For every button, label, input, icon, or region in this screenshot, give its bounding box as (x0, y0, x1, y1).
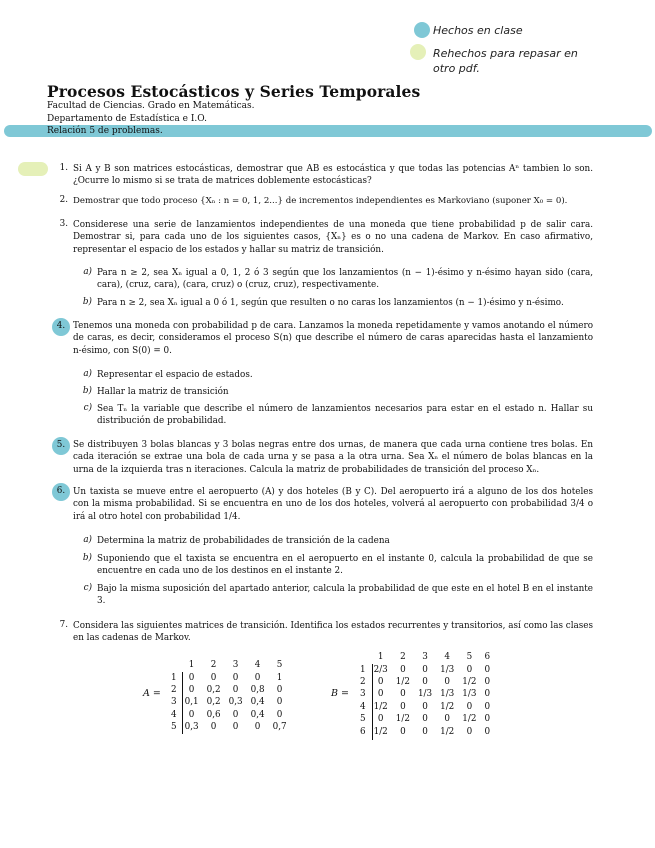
matrix-cell: 0,8 (250, 684, 265, 695)
matrix-col-header: 3 (422, 652, 428, 663)
matrix-row (356, 701, 494, 713)
matrix-row (356, 713, 494, 725)
matrix-cell: 0,2 (206, 684, 221, 695)
q4-item-a-text: Representar el espacio de estados. (97, 370, 253, 380)
q3-item-b-text: Para n ≥ 2, sea Xₙ igual a 0 ó 1, según que resulten o no caras los lanzamientos (n − 1)-ésimo y n-ésimo. (97, 298, 564, 308)
matrix-cell: 0 (400, 701, 406, 712)
q3-item-b-label: b) (82, 297, 92, 307)
q6-item-a-label: a) (83, 535, 92, 545)
matrix-cell: 1/2 (440, 701, 455, 712)
matrix-cell: 2/3 (373, 664, 388, 675)
matrix-cell: 0 (484, 714, 491, 725)
matrix-col-header: 6 (484, 652, 491, 663)
matrix-cell: 0 (444, 676, 451, 687)
matrix-cell: 0,4 (250, 697, 265, 708)
question-6-text: Un taxista se mueve entre el aeropuerto (A) y dos hoteles (B y C). Del aeropuerto irá a alguno de los dos hoteles con la misma probabilidad. Si se encuentra en uno de los dos hoteles, volverá al aeropuerto con probabilidad 3/4 o irá al otro hotel con probabilidad 1/4. (73, 487, 593, 522)
matrix-cell: 0 (188, 672, 195, 683)
matrix-cell: 0 (232, 709, 239, 720)
matrix-cell: 0 (377, 676, 384, 687)
matrix-header-row (167, 659, 291, 671)
matrix-cell: 0 (276, 709, 283, 720)
matrix-col-header: 4 (444, 652, 451, 663)
matrix-cell: 1 (276, 672, 283, 683)
matrix-row (356, 688, 494, 700)
page-title: Procesos Estocásticos y Series Temporales (47, 82, 421, 101)
legend-dot-blue (414, 22, 430, 38)
matrix-row-header: 2 (171, 684, 177, 695)
matrix-row-header: 5 (360, 714, 366, 725)
question-number-7: 7. (59, 620, 68, 630)
q4-item-a-label: a) (83, 369, 92, 379)
matrix-cell: 0 (466, 726, 473, 737)
matrix-col-header: 3 (232, 660, 239, 671)
matrix-row (167, 709, 291, 721)
matrix-row-header: 6 (360, 726, 366, 737)
q3-item-a-text: Para n ≥ 2, sea Xₙ igual a 0, 1, 2 ó 3 según que los lanzamientos (n − 1)-ésimo y n-ésimo hayan sido (cara, cara), (cruz, cara), (cara, cruz) o (cruz, cruz), respectivamente. (97, 268, 593, 291)
matrix-cell: 0,2 (206, 697, 221, 708)
matrix-cell: 0 (232, 684, 239, 695)
q4-item-c-label: c) (83, 403, 92, 413)
question-number-3: 3. (59, 219, 68, 229)
matrix-cell: 0 (254, 722, 261, 733)
matrix-cell: 1/2 (373, 726, 388, 737)
matrix-col-header: 4 (254, 660, 261, 671)
matrix-b-table (356, 651, 494, 738)
q3-item-a-label: a) (83, 267, 92, 277)
matrix-cell: 1/2 (395, 676, 410, 687)
matrix-b-label: B = (331, 688, 349, 699)
matrix-cell: 0,1 (184, 697, 199, 708)
q4-item-c-text: Sea Tₙ la variable que describe el número de lanzamientos necesarios para estar en el estado n. Hallar su distribución de probabilidad. (97, 404, 593, 427)
matrix-cell: 0 (232, 722, 239, 733)
matrix-cell: 0 (210, 672, 217, 683)
matrix-cell: 0 (210, 722, 217, 733)
question-5-text: Se distribuyen 3 bolas blancas y 3 bolas negras entre dos urnas, de manera que cada urna contiene tres bolas. En cada iteración se extrae una bola de cada urna y se pasa a la otra urna. Sea Xₙ el número de bolas blancas en la urna de la izquierda tras n iteraciones. Calcula la matriz de probabilidades de transición del proceso Xₙ. (73, 440, 593, 475)
matrix-row (167, 721, 291, 733)
matrix-cell: 0 (422, 664, 428, 675)
matrix-cell: 0 (422, 676, 428, 687)
q6-item-b-label: b) (82, 553, 92, 563)
matrix-row-header: 1 (171, 672, 177, 683)
header-relation: Relación 5 de problemas. (47, 126, 163, 136)
matrix-cell: 0,6 (206, 709, 221, 720)
question-2-text: Demostrar que todo proceso {Xₙ : n = 0, 1, 2...} de incrementos independientes es Markoviano (suponer X₀ = 0). (73, 196, 568, 206)
matrix-cell: 1/2 (462, 676, 477, 687)
matrix-row-header: 3 (360, 689, 366, 700)
matrix-cell: 1/2 (373, 701, 388, 712)
matrix-cell: 0 (377, 689, 384, 700)
matrix-col-header: 5 (466, 652, 473, 663)
question-3-text: Considerese una serie de lanzamientos independientes de una moneda que tiene probabilidad p de salir cara. Demostrar si, para cada uno de los siguientes casos, {Xₙ} es o no una cadena de Markov. En caso afirmativo, representar el espacio de los estados y hallar su matriz de transición. (73, 220, 593, 255)
legend-label-repasar: Rehechos para repasar en otro pdf. (433, 47, 578, 75)
pill-highlight (18, 162, 48, 176)
q6-item-b-text: Suponiendo que el taxista se encuentra en el aeropuerto en el instante 0, calcula la probabilidad de que se encuentre en cada uno de los destinos en el instante 2. (97, 554, 593, 577)
question-number-5: 5. (56, 440, 66, 450)
matrix-row (356, 676, 494, 688)
matrix-row (167, 684, 291, 696)
question-number-6: 6. (56, 486, 66, 496)
question-1-text: Si A y B son matrices estocásticas, demostrar que AB es estocástica y que todas las potencias Aⁿ tambien lo son. ¿Ocurre lo mismo si se trata de matrices doblemente estocásticas? (73, 164, 593, 187)
matrix-cell: 0 (466, 664, 473, 675)
matrix-row-header: 5 (171, 722, 177, 733)
matrix-cell: 0 (276, 697, 283, 708)
matrix-cell: 1/2 (395, 714, 410, 725)
matrix-row (356, 663, 494, 675)
matrix-cell: 0 (400, 689, 406, 700)
matrix-cell: 0 (377, 714, 384, 725)
matrix-cell: 1/3 (462, 689, 477, 700)
question-number-6-badge (52, 483, 70, 501)
matrix-col-header: 5 (276, 660, 283, 671)
matrix-cell: 0 (484, 676, 491, 687)
header-department: Departamento de Estadística e I.O. (47, 114, 207, 124)
matrix-cell: 0 (232, 672, 239, 683)
matrix-col-header: 2 (210, 660, 217, 671)
matrix-header-row (356, 651, 494, 663)
matrix-cell: 1/3 (417, 689, 433, 700)
legend-label-clase: Hechos en clase (433, 24, 523, 37)
matrix-cell: 0 (254, 672, 261, 683)
matrix-cell: 0 (466, 701, 473, 712)
matrix-corner (356, 651, 370, 663)
question-number-4-badge (52, 318, 70, 336)
matrix-cell: 1/3 (440, 689, 455, 700)
matrix-row (167, 696, 291, 708)
matrix-row (356, 725, 494, 737)
matrix-cell: 0 (484, 664, 491, 675)
matrix-cell: 0 (276, 684, 283, 695)
matrix-cell: 0 (188, 709, 195, 720)
matrix-cell: 1/2 (440, 726, 455, 737)
q4-item-b-text: Hallar la matriz de transición (97, 387, 229, 397)
matrix-cell: 1/3 (440, 664, 455, 675)
q6-item-c-text: Bajo la misma suposición del apartado anterior, calcula la probabilidad de que este en el hotel B en el instante 3. (97, 584, 593, 607)
question-number-4: 4. (56, 321, 66, 331)
question-7-text: Considera las siguientes matrices de transición. Identifica los estados recurrentes y transitorios, así como las clases en las cadenas de Markov. (73, 621, 593, 644)
matrix-cell: 0 (484, 726, 491, 737)
matrix-col-header: 2 (400, 652, 406, 663)
matrix-cell: 0 (422, 726, 428, 737)
question-number-1: 1. (59, 163, 68, 173)
matrix-cell: 1/2 (462, 714, 477, 725)
matrix-a-table (167, 659, 291, 733)
question-number-5-badge (52, 437, 70, 455)
matrix-col-header: 1 (377, 652, 384, 663)
matrix-col-header: 1 (188, 660, 195, 671)
matrix-row (167, 671, 291, 683)
matrix-cell: 0 (444, 714, 451, 725)
matrix-row-header: 3 (171, 697, 177, 708)
matrix-cell: 0 (422, 714, 428, 725)
legend-dot-green (410, 44, 426, 60)
matrix-cell: 0,3 (184, 722, 199, 733)
question-4-text: Tenemos una moneda con probabilidad p de cara. Lanzamos la moneda repetidamente y vamos anotando el número de caras, es decir, consideramos el proceso S(n) que describe el número de caras aparecidas hasta el lanzamiento n-ésimo, con S(0) = 0. (73, 321, 593, 356)
matrix-cell: 0 (484, 689, 491, 700)
matrix-row-header: 4 (360, 701, 366, 712)
matrix-cell: 0 (400, 726, 406, 737)
matrix-row-header: 1 (360, 664, 366, 675)
q4-item-b-label: b) (82, 386, 92, 396)
matrix-cell: 0,7 (272, 722, 287, 733)
q6-item-a-text: Determina la matriz de probabilidades de transición de la cadena (97, 536, 390, 546)
matrix-cell: 0 (484, 701, 491, 712)
matrix-cell: 0 (422, 701, 428, 712)
header-faculty: Facultad de Ciencias. Grado en Matemáticas. (47, 101, 255, 111)
matrix-row-header: 2 (360, 676, 366, 687)
matrix-cell: 0,4 (250, 709, 265, 720)
matrix-cell: 0 (188, 684, 195, 695)
matrix-corner (167, 659, 181, 671)
matrix-row-header: 4 (171, 709, 177, 720)
q6-item-c-label: c) (83, 583, 92, 593)
matrix-cell: 0 (400, 664, 406, 675)
matrix-cell: 0,3 (228, 697, 243, 708)
question-number-2: 2. (59, 195, 68, 205)
matrix-a-label: A = (143, 688, 161, 699)
